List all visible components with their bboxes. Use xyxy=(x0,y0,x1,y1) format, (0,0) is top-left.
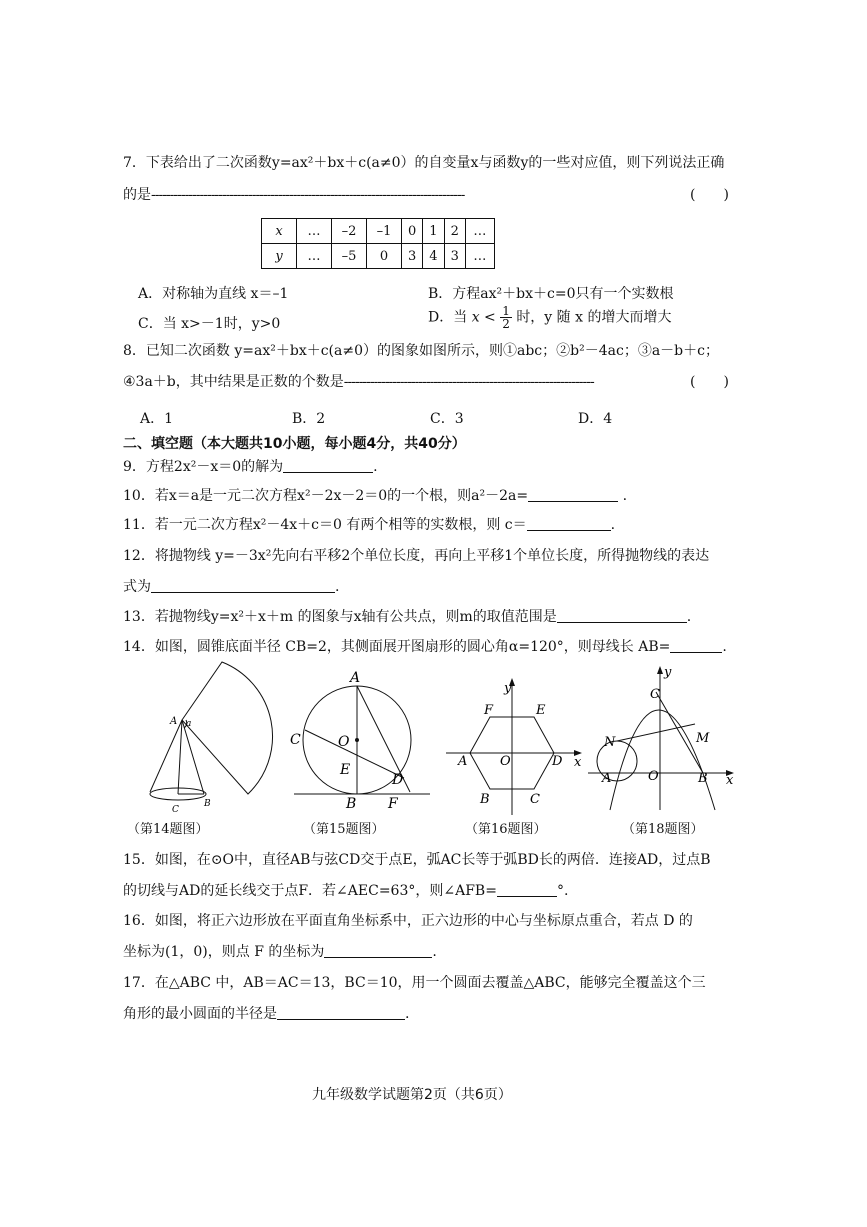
q17-text: 角形的最小圆面的半径是 xyxy=(123,1006,277,1022)
q14-text: 14．如图，圆锥底面半径 CB=2，其侧面展开图扇形的圆心角α=120°，则母线长 AB= xyxy=(123,639,671,655)
chord-cd xyxy=(305,730,404,778)
q16-text: 坐标为(1，0)，则点 F 的坐标为 xyxy=(123,944,325,960)
q17-end: . xyxy=(405,1006,410,1022)
q8-option-d: D．4 xyxy=(578,411,613,427)
q14 xyxy=(123,636,727,656)
q10-text: 10．若x＝a是一元二次方程x²－2x－2＝0的一个根，则a²－2a= xyxy=(123,488,529,504)
q7-value-table xyxy=(261,218,495,269)
q17-line1: 17．在△ABC 中，AB＝AC＝13，BC＝10，用一个圆面去覆盖△ABC，能够完全覆盖这个三 xyxy=(123,975,706,991)
table-cell: 3 xyxy=(444,244,465,269)
table-cell: 0 xyxy=(367,244,402,269)
q15-end: °. xyxy=(556,883,569,899)
parabola-curve xyxy=(610,710,715,810)
q7-stem-line1: 7．下表给出了二次函数y=ax²＋bx＋c(a≠0）的自变量x与函数y的一些对应值，则下列说法正确 xyxy=(123,155,725,171)
q12-line2 xyxy=(123,576,339,596)
q11 xyxy=(123,514,615,534)
label-b: B xyxy=(698,771,708,786)
table-cell: –1 xyxy=(367,219,402,244)
table-cell: … xyxy=(297,219,332,244)
q9-text: 9．方程2x²－x＝0的解为 xyxy=(123,459,284,475)
q13 xyxy=(123,606,691,626)
table-row-y xyxy=(262,244,495,269)
caption-fig14: （第14题图） xyxy=(127,822,209,837)
q16-line1: 16．如图，将正六边形放在平面直角坐标系中，正六边形的中心与坐标原点重合，若点 D 的 xyxy=(123,913,693,929)
answer-blank[interactable] xyxy=(151,580,335,593)
caption-fig15: （第15题图） xyxy=(303,822,385,837)
table-cell: … xyxy=(465,244,494,269)
label-x: x xyxy=(574,755,582,770)
table-cell: y xyxy=(262,244,297,269)
table-cell: x xyxy=(262,219,297,244)
q10-end: . xyxy=(622,488,628,504)
figures-row xyxy=(120,660,740,820)
fraction-one-half xyxy=(500,305,512,330)
table-cell: … xyxy=(465,219,494,244)
table-cell: –5 xyxy=(332,244,367,269)
q10 xyxy=(123,485,627,505)
answer-blank[interactable] xyxy=(497,884,557,897)
q7-option-a: A．对称轴为直线 x＝–1 xyxy=(138,286,289,302)
caption-fig16: （第16题图） xyxy=(465,822,547,837)
q7-option-d-suffix: 时，y 随 x 的增大而增大 xyxy=(516,309,672,326)
label-c: C xyxy=(290,732,301,748)
fraction-numerator: 1 xyxy=(502,304,510,318)
q8-answer-paren: ( ) xyxy=(690,374,729,390)
answer-blank[interactable] xyxy=(670,640,722,653)
answer-blank[interactable] xyxy=(557,610,687,623)
leader-dashes: ------------------------------------------------------------------------------------ xyxy=(151,187,465,203)
label-m: M xyxy=(696,731,710,746)
label-o: O xyxy=(338,734,350,750)
label-b: B xyxy=(204,799,211,809)
q15-line1: 15．如图，在⊙O中，直径AB与弦CD交于点E，弧AC长等于弧BD长的两倍．连接AD，过点B xyxy=(123,852,711,868)
q8-option-c: C．3 xyxy=(430,411,464,427)
q16-end: . xyxy=(432,944,437,960)
leader-dashes: ------------------------------------------------------------------- xyxy=(343,374,594,390)
table-cell: … xyxy=(297,244,332,269)
q16-line2 xyxy=(123,941,437,961)
q7-stem-line2 xyxy=(123,184,464,204)
q9-end: . xyxy=(373,459,378,475)
table-cell: 3 xyxy=(402,244,423,269)
label-e: E xyxy=(340,762,351,778)
table-cell: 2 xyxy=(444,219,465,244)
cone-right-edge xyxy=(182,720,204,794)
q8-stem-line2 xyxy=(123,371,594,391)
q15-text: 的切线与AD的延长线交于点F．若∠AEC=63°，则∠AFB= xyxy=(123,883,497,899)
page-footer: 九年级数学试题第2页（共6页） xyxy=(312,1087,512,1103)
cone-left-edge xyxy=(150,720,182,792)
q14-end: . xyxy=(722,639,727,655)
table-cell: 1 xyxy=(423,219,444,244)
label-d: D xyxy=(552,754,563,769)
label-alpha: a xyxy=(186,719,192,729)
label-c: C xyxy=(172,805,179,815)
label-x: x xyxy=(726,773,734,788)
caption-fig18: （第18题图） xyxy=(622,822,704,837)
q8-option-b: B．2 xyxy=(292,411,326,427)
q9 xyxy=(123,456,378,476)
label-a: A xyxy=(458,754,468,769)
q7-option-d-lt: x < xyxy=(471,309,496,326)
q15-line2 xyxy=(123,880,568,900)
answer-blank[interactable] xyxy=(528,489,618,502)
fraction-denominator: 2 xyxy=(502,317,510,331)
answer-blank[interactable] xyxy=(283,460,373,473)
label-d: D xyxy=(392,772,404,788)
q8-option-a: A．1 xyxy=(140,411,174,427)
q12-end: . xyxy=(335,579,340,595)
label-e: E xyxy=(536,703,546,718)
answer-blank[interactable] xyxy=(324,945,432,958)
label-b: B xyxy=(346,796,357,812)
q12-text: 式为 xyxy=(123,579,151,595)
label-o: O xyxy=(648,769,659,784)
q7-option-b: B．方程ax²＋bx＋c=0只有一个实数根 xyxy=(428,286,674,302)
label-y: y xyxy=(504,681,512,696)
center-dot xyxy=(355,738,359,742)
label-c: C xyxy=(650,687,660,702)
q8-stem-line1: 8．已知二次函数 y=ax²＋bx＋c(a≠0）的图象如图所示，则①abc；②b²－4ac；③a－b＋c； xyxy=(123,343,719,359)
label-o: O xyxy=(500,754,511,769)
table-cell: –2 xyxy=(332,219,367,244)
q8-stem-prefix: ④3a＋b，其中结果是正数的个数是 xyxy=(123,374,344,390)
q17-line2 xyxy=(123,1003,409,1023)
q12-line1: 12．将抛物线 y=－3x²先向右平移2个单位长度，再向上平移1个单位长度，所得抛物线的表达 xyxy=(123,548,710,564)
q7-answer-paren: ( ) xyxy=(690,187,729,203)
label-a: A xyxy=(602,771,612,786)
label-a: A xyxy=(350,670,361,686)
q7-option-d-prefix: D．当 xyxy=(428,309,468,326)
label-b: B xyxy=(480,792,490,807)
q7-option-d xyxy=(428,305,671,330)
cone-height xyxy=(178,720,182,794)
q7-stem-prefix: 的是 xyxy=(123,187,151,203)
table-row-x xyxy=(262,219,495,244)
label-y: y xyxy=(664,665,672,680)
q11-text: 11．若一元二次方程x²－4x＋c＝0 有两个相等的实数根，则 c＝ xyxy=(123,517,527,533)
q13-text: 13．若抛物线y=x²＋x＋m 的图象与x轴有公共点，则m的取值范围是 xyxy=(123,609,557,625)
section-heading-fill-in: 二、填空题（本大题共10小题，每小题4分，共40分） xyxy=(123,436,466,452)
answer-blank[interactable] xyxy=(527,518,611,531)
arrow-icon xyxy=(657,666,663,674)
table-cell: 0 xyxy=(402,219,423,244)
label-f: F xyxy=(388,796,398,812)
label-c: C xyxy=(530,792,540,807)
label-f: F xyxy=(484,703,494,718)
figure-15-circle xyxy=(294,686,430,794)
label-a-vertex: A xyxy=(170,716,178,727)
answer-blank[interactable] xyxy=(277,1007,405,1020)
figure-14-cone xyxy=(150,662,273,800)
label-n: N xyxy=(604,735,616,750)
figure-16-hexagon xyxy=(446,682,578,815)
q7-option-c: C．当 x>－1时，y>0 xyxy=(138,316,281,332)
q11-end: . xyxy=(610,517,616,533)
q13-end: . xyxy=(686,609,692,625)
sector-outline xyxy=(182,662,273,794)
table-cell: 4 xyxy=(423,244,444,269)
